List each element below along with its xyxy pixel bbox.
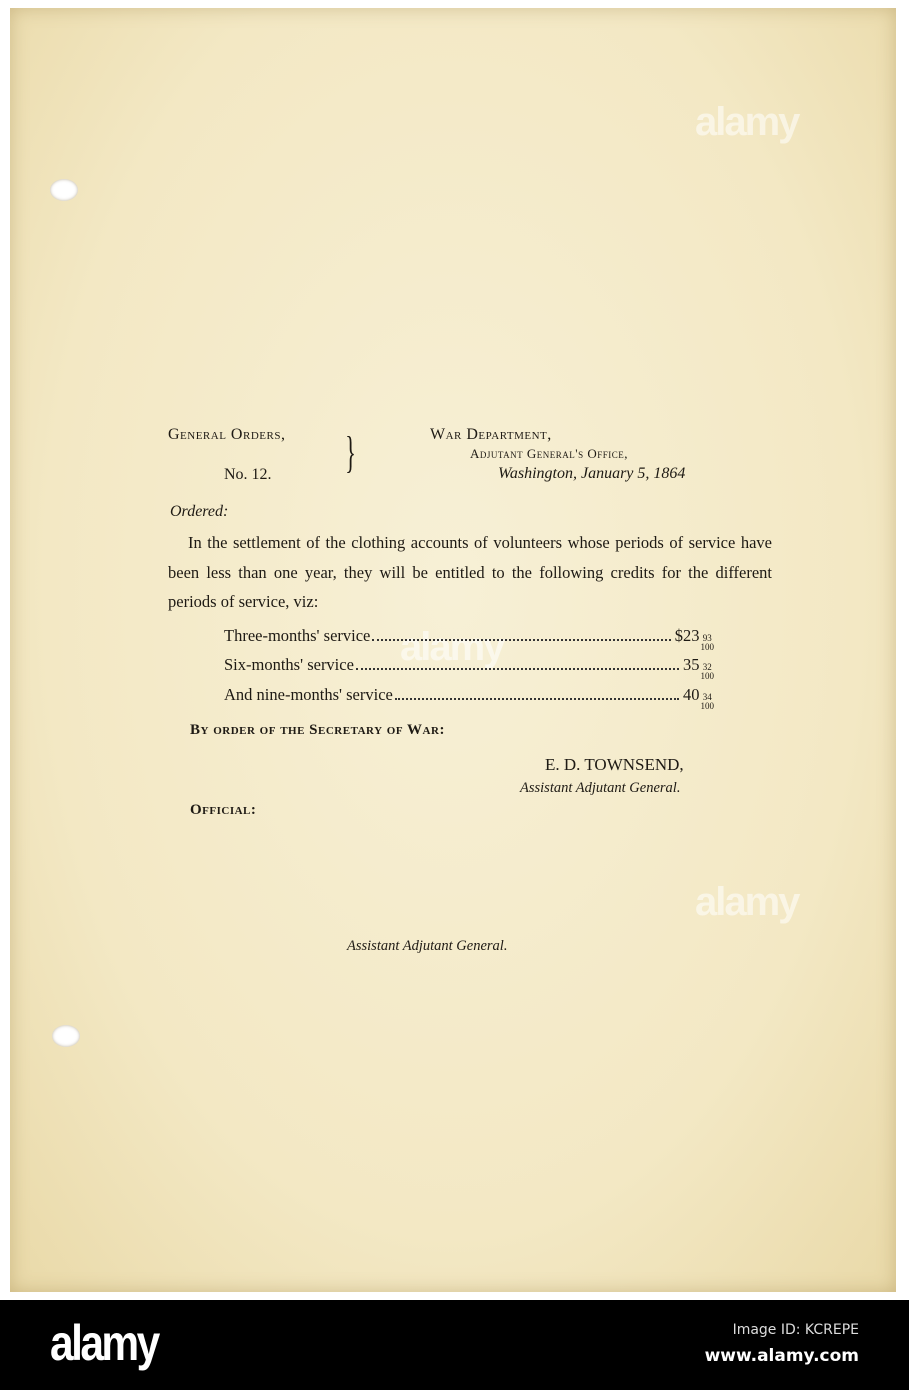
credit-fraction (701, 693, 715, 711)
by-order: By order of the Secretary of War: (190, 722, 445, 738)
credit-fraction (701, 634, 715, 652)
orders-number: No. 12. (224, 466, 272, 483)
alamy-logo: alamy (50, 1315, 158, 1371)
leader-dots (356, 668, 679, 670)
credit-denominator: 100 (700, 642, 714, 652)
credit-fraction (701, 663, 715, 681)
official-title: Assistant Adjutant General. (347, 938, 508, 954)
place-date: Washington, January 5, 1864 (498, 465, 686, 482)
image-id: Image ID: KCREPE (732, 1322, 859, 1338)
department: War Department, (430, 426, 552, 443)
watermark: alamy (695, 100, 799, 144)
body-paragraph: In the settlement of the clothing accounts of volunteers whose periods of service have been less than one year, they will be entitled to the following credits for the different periods of service, viz: (168, 533, 772, 611)
credit-amount: $23 (674, 626, 700, 645)
punch-hole (52, 1025, 80, 1047)
leader-dots (395, 698, 679, 700)
credit-row (224, 655, 714, 681)
credit-cents: 34 (702, 692, 712, 702)
credit-label: Three-months' service (224, 626, 371, 645)
punch-hole (50, 179, 78, 201)
credit-amount: 40 (683, 685, 700, 704)
watermark: alamy (695, 880, 799, 924)
office: Adjutant General's Office, (470, 446, 629, 461)
general-orders-label: General Orders, (168, 426, 286, 443)
watermark: alamy (400, 625, 504, 669)
credit-cents: 93 (702, 633, 712, 643)
credit-amount: 35 (683, 655, 700, 674)
credit-label: Six-months' service (224, 655, 354, 674)
brace: } (345, 428, 356, 477)
credit-denominator: 100 (700, 701, 714, 711)
footer-bar (0, 1300, 909, 1390)
credit-label: And nine-months' service (224, 685, 393, 704)
credit-denominator: 100 (700, 671, 714, 681)
signatory-name: E. D. TOWNSEND, (545, 755, 684, 774)
ordered-label: Ordered: (170, 503, 229, 520)
credit-cents: 32 (702, 662, 712, 672)
credit-row (224, 685, 714, 711)
site-url: www.alamy.com (704, 1346, 859, 1366)
credit-row (224, 626, 714, 652)
official-label: Official: (190, 802, 257, 818)
leader-dots (372, 639, 670, 641)
signatory-title: Assistant Adjutant General. (520, 780, 681, 796)
